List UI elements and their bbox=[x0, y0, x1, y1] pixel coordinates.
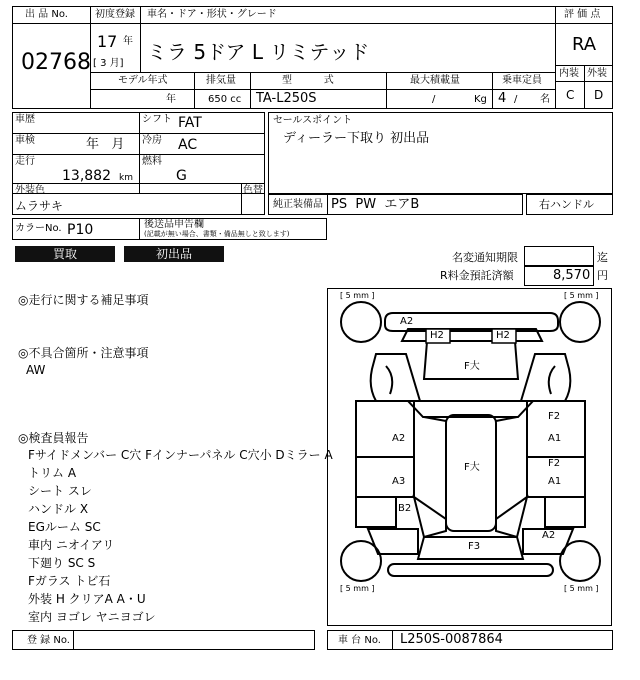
first-reg-month: [ 3 月] bbox=[93, 58, 124, 69]
model-label: 型 式 bbox=[282, 75, 334, 86]
mark-rear-glass: F3 bbox=[468, 541, 481, 552]
car-diagram bbox=[327, 288, 612, 626]
chassis-box bbox=[327, 630, 613, 650]
steering-box bbox=[526, 194, 613, 215]
inspector-line: 下廻り SC S bbox=[28, 556, 96, 570]
first-reg-year: 17 bbox=[97, 32, 118, 51]
grade-box bbox=[555, 23, 613, 66]
mark-right-door-rear-2: A1 bbox=[548, 476, 562, 487]
model-year-unit: 年 bbox=[166, 94, 176, 105]
mark-headlight-right: H2 bbox=[496, 330, 510, 341]
capacity-label: 乗車定員 bbox=[502, 75, 542, 86]
inspector-line: Fガラス トビ石 bbox=[28, 574, 111, 588]
registration-box bbox=[12, 630, 315, 650]
chassis-label: 車 台 No. bbox=[338, 635, 381, 646]
model: TA-L250S bbox=[256, 91, 317, 106]
max-load-unit: Kg bbox=[474, 94, 487, 105]
color-change-label: 色替 bbox=[243, 185, 263, 196]
capacity-unit: 名 bbox=[540, 94, 550, 105]
mark-right-quarter: A2 bbox=[542, 530, 556, 541]
max-load: / bbox=[432, 94, 436, 105]
recycle-box bbox=[524, 266, 594, 286]
inspector-line: EGルーム SC bbox=[28, 520, 101, 534]
mileage: 13,882 bbox=[62, 168, 111, 184]
defect-notes-title: ◎不具合箇所・注意事項 bbox=[18, 346, 149, 360]
recycle-label: R料金預託済額 bbox=[440, 269, 514, 282]
recycle-unit: 円 bbox=[597, 269, 608, 282]
tire-depth-rear-left: [ 5 mm ] bbox=[340, 584, 375, 593]
mileage-label: 走行 bbox=[15, 156, 35, 167]
model-year-label: モデル年式 bbox=[118, 75, 168, 86]
lot-no-box bbox=[12, 23, 91, 109]
car-name-label: 車名・ドア・形状・グレード bbox=[147, 9, 277, 20]
after-docs-label: 後送品申告欄 bbox=[144, 219, 204, 230]
name-change-box bbox=[524, 246, 594, 266]
defect-line: AW bbox=[26, 363, 46, 377]
equipment-box bbox=[268, 194, 523, 215]
max-load-label: 最大積載量 bbox=[410, 75, 460, 86]
grade: RA bbox=[572, 34, 597, 55]
inspector-line: Fサイドメンバー C穴 Fインナーパネル C穴小 Dミラー A bbox=[28, 448, 333, 462]
inspector-line: 外装 H クリアA A・U bbox=[28, 592, 146, 606]
mark-right-door-front-1: F2 bbox=[548, 411, 561, 422]
car-name-label-box bbox=[140, 6, 556, 24]
interior-grade: C bbox=[566, 88, 575, 102]
mark-right-door-rear-1: F2 bbox=[548, 458, 561, 469]
inspector-line: 室内 ヨゴレ ヤニヨゴレ bbox=[28, 610, 156, 624]
inspection: 年 月 bbox=[86, 137, 125, 152]
interior-box bbox=[555, 81, 585, 109]
year-unit: 年 bbox=[123, 36, 133, 47]
after-docs-box bbox=[139, 218, 327, 240]
inspector-line: トリム A bbox=[28, 466, 77, 480]
color-label: 外装色 bbox=[15, 185, 45, 196]
driving-notes-title: ◎走行に関する補足事項 bbox=[18, 293, 149, 307]
grade-label: 評 価 点 bbox=[564, 9, 601, 20]
history-label: 車歴 bbox=[15, 114, 35, 125]
exterior-label-box bbox=[584, 65, 613, 82]
inspection-label: 車検 bbox=[15, 135, 35, 146]
displacement: 650 cc bbox=[208, 94, 242, 105]
mark-left-quarter: B2 bbox=[398, 503, 412, 514]
exterior-grade: D bbox=[594, 88, 604, 102]
tire-depth-rear-right: [ 5 mm ] bbox=[564, 584, 599, 593]
name-change-unit: 迄 bbox=[597, 251, 608, 264]
ac-label: 冷房 bbox=[142, 135, 162, 146]
buy-badge: 買取 bbox=[15, 246, 115, 262]
registration-label: 登 録 No. bbox=[27, 635, 70, 646]
recycle-value: 8,570 bbox=[553, 268, 591, 283]
sales-point-box bbox=[268, 112, 613, 194]
name-change-label: 名変通知期限 bbox=[452, 251, 518, 264]
shift: FAT bbox=[178, 115, 202, 131]
inspector-line: シート スレ bbox=[28, 484, 92, 498]
first-listing-badge: 初出品 bbox=[124, 246, 224, 262]
inspector-line: 車内 ニオイアリ bbox=[28, 538, 115, 552]
equipment: PS PW エアB bbox=[331, 197, 420, 212]
mark-roof: F大 bbox=[464, 462, 480, 473]
color-no: P10 bbox=[67, 222, 94, 238]
capacity-sep: / bbox=[514, 94, 518, 105]
car-name: ミラ 5ドア L リミテッド bbox=[147, 40, 370, 64]
mileage-unit: km bbox=[119, 173, 133, 183]
first-reg-box bbox=[90, 23, 141, 73]
lot-no: 02768 bbox=[21, 50, 91, 75]
first-reg-label-box bbox=[90, 6, 141, 24]
grade-label-box bbox=[555, 6, 613, 24]
sales-point-label: セールスポイント bbox=[273, 115, 353, 126]
inspector-title: ◎検査員報告 bbox=[18, 431, 89, 445]
tire-depth-front-right: [ 5 mm ] bbox=[564, 291, 599, 300]
first-reg-label: 初度登録 bbox=[95, 9, 135, 20]
fuel: G bbox=[176, 168, 187, 184]
tire-depth-front-left: [ 5 mm ] bbox=[340, 291, 375, 300]
steering: 右ハンドル bbox=[539, 198, 594, 211]
mark-left-door-front: A2 bbox=[392, 433, 406, 444]
fuel-label: 燃料 bbox=[142, 156, 162, 167]
mark-right-door-front-2: A1 bbox=[548, 433, 562, 444]
exterior-box bbox=[584, 81, 613, 109]
ac: AC bbox=[178, 137, 198, 153]
car-diagram-svg bbox=[328, 289, 613, 627]
displacement-label: 排気量 bbox=[206, 75, 236, 86]
inspector-line: ハンドル X bbox=[28, 502, 89, 516]
color: ムラサキ bbox=[15, 199, 64, 213]
color-no-box bbox=[12, 218, 140, 240]
mark-front-bumper: A2 bbox=[400, 316, 414, 327]
mark-hood: F大 bbox=[464, 361, 480, 372]
equipment-label: 純正装備品 bbox=[273, 199, 323, 210]
lot-no-label-box bbox=[12, 6, 91, 24]
interior-label: 内装 bbox=[559, 68, 579, 79]
sales-point: ディーラー下取り 初出品 bbox=[283, 131, 430, 146]
lot-no-label: 出 品 No. bbox=[25, 9, 68, 20]
shift-label: シフト bbox=[142, 114, 172, 125]
mark-left-door-rear: A3 bbox=[392, 476, 406, 487]
mark-headlight-left: H2 bbox=[430, 330, 444, 341]
interior-label-box bbox=[555, 65, 585, 82]
after-docs-note: (記載が無い場合、書類・備品無しと致します) bbox=[144, 230, 290, 238]
color-box bbox=[12, 183, 265, 215]
chassis-number: L250S-0087864 bbox=[400, 632, 503, 647]
capacity: 4 bbox=[498, 91, 507, 106]
color-no-label: カラーNo. bbox=[15, 223, 62, 234]
exterior-label: 外装 bbox=[587, 68, 607, 79]
car-name-box bbox=[140, 23, 556, 73]
